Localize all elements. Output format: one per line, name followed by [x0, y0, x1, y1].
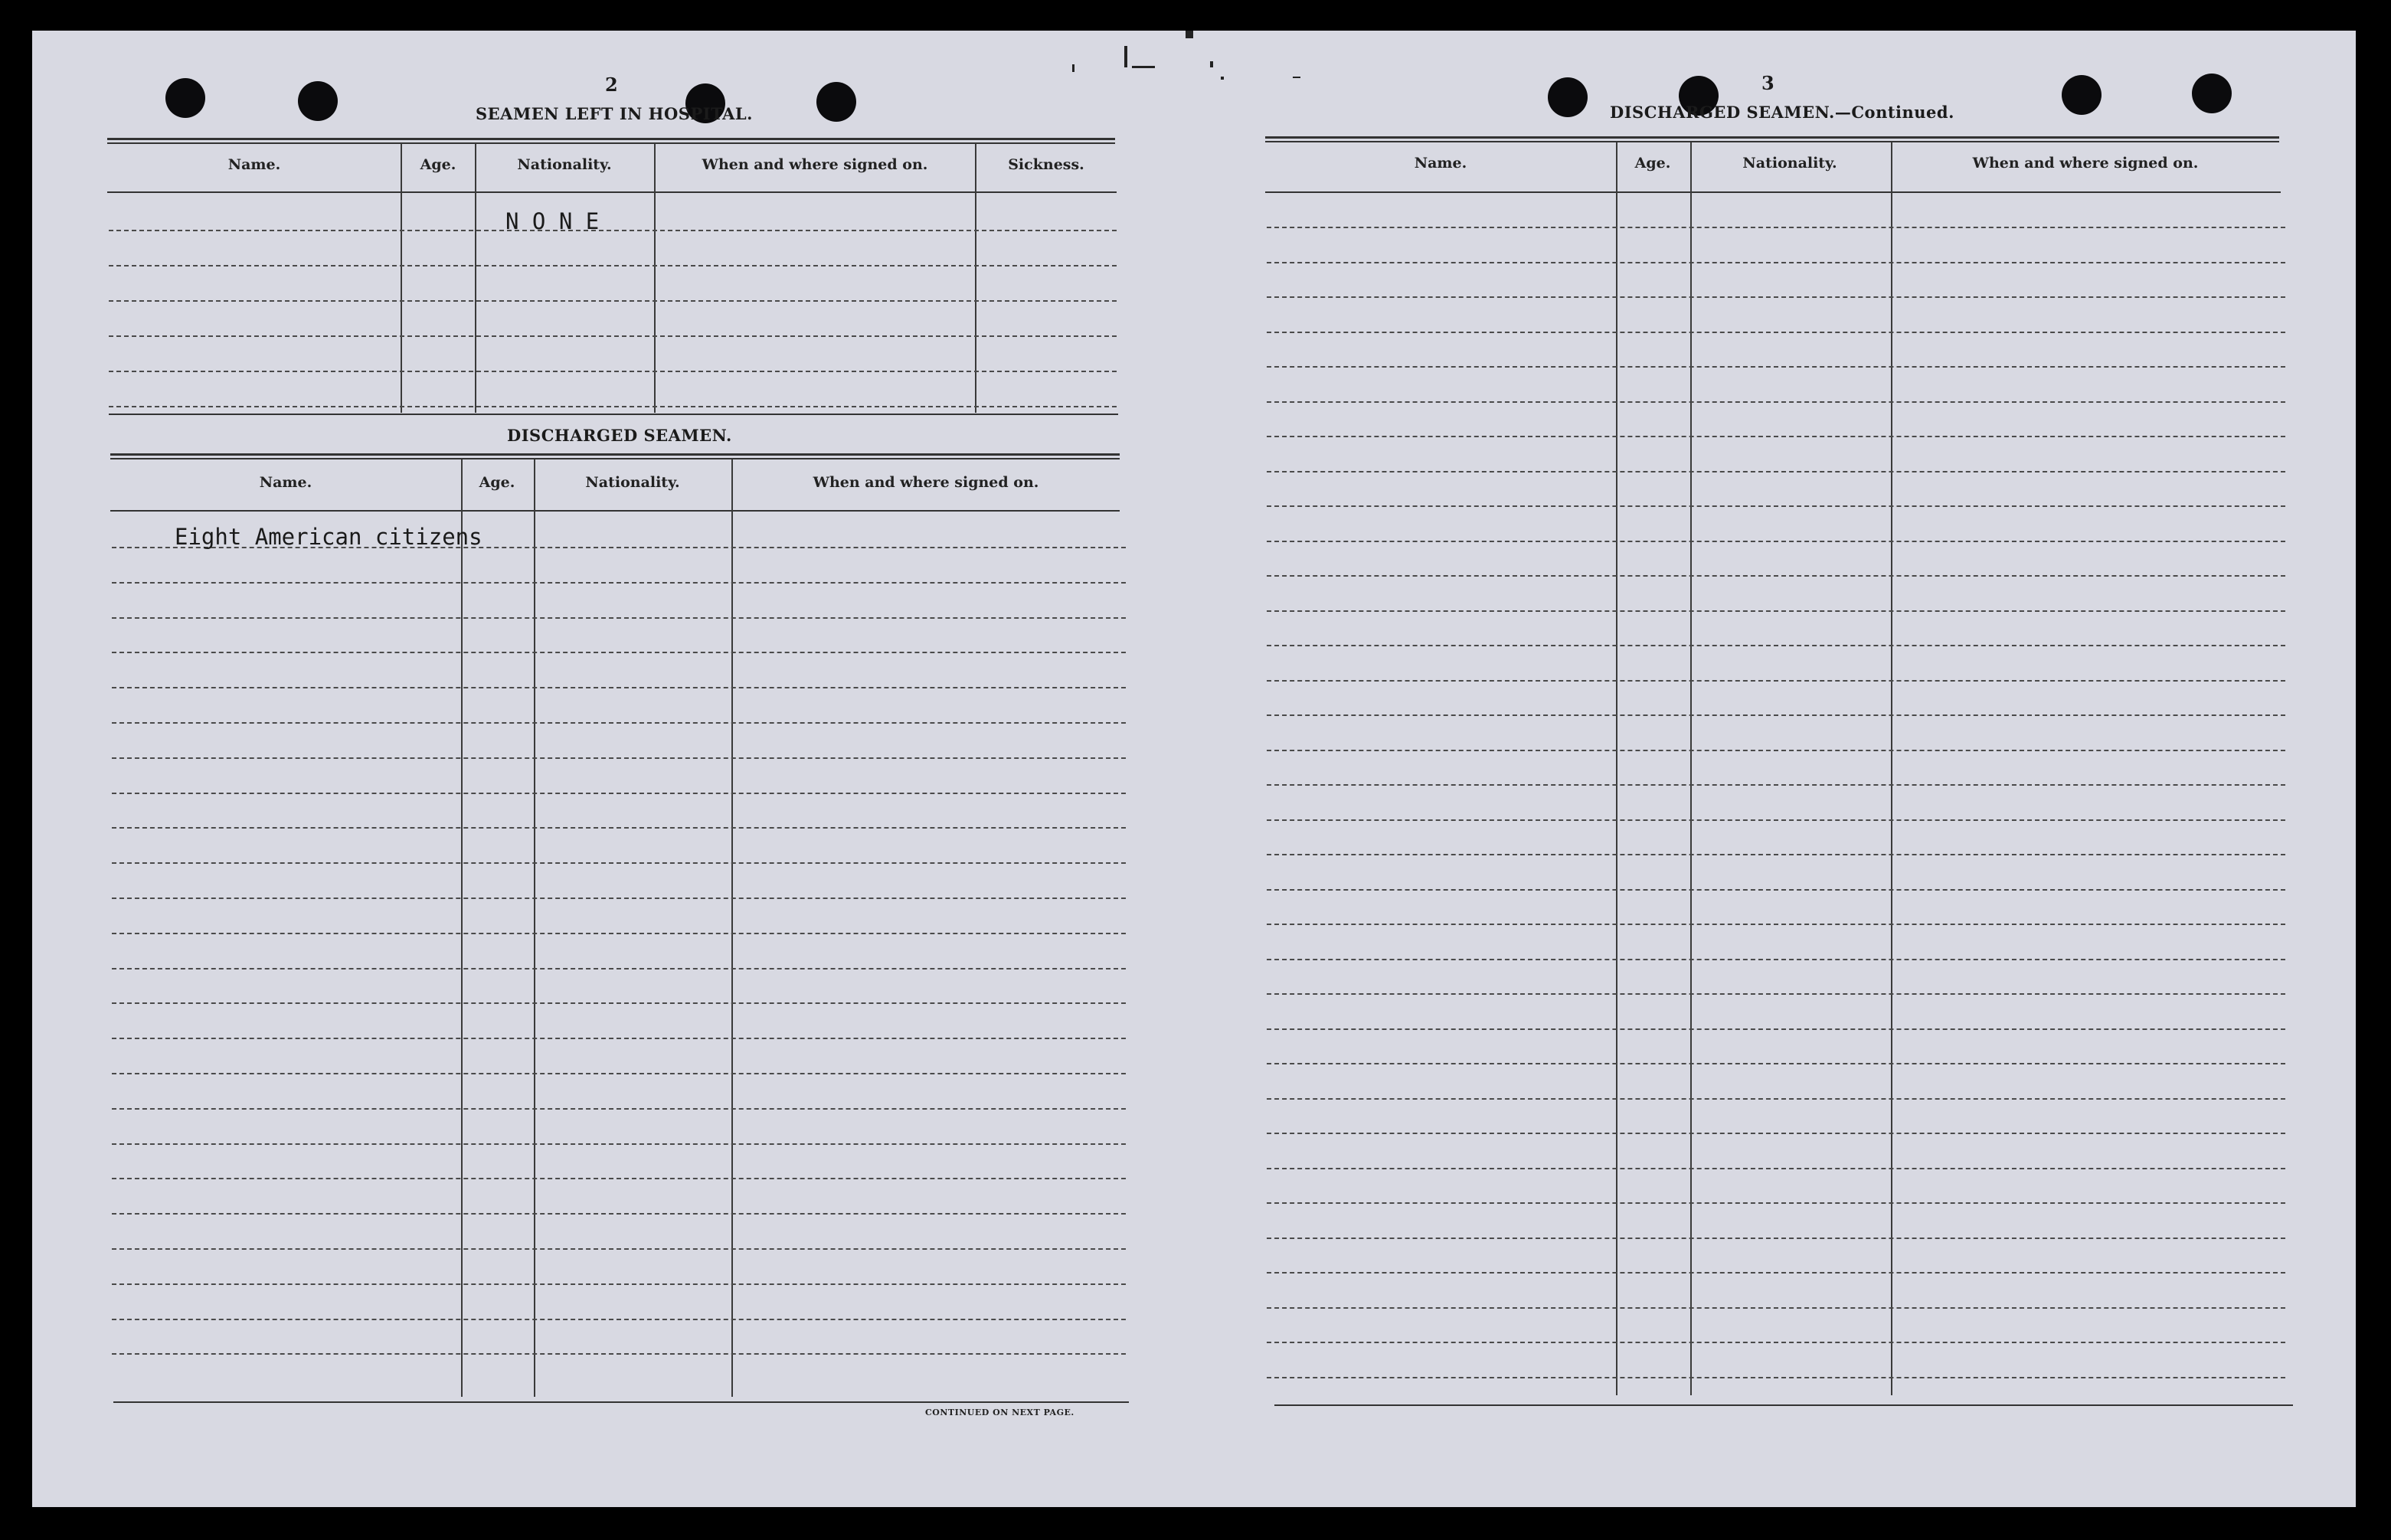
column-divider [475, 143, 476, 413]
column-divider [654, 143, 656, 413]
rule [1265, 136, 2279, 139]
column-divider [1891, 142, 1892, 1395]
entry-line [1267, 505, 2285, 507]
entry-line [112, 827, 1126, 829]
column-header-name: Name. [1414, 155, 1467, 172]
column-header-signed-on: When and where signed on. [702, 156, 928, 173]
entry-line [112, 617, 1126, 619]
entry-line [112, 898, 1126, 899]
entry-line [112, 1002, 1126, 1004]
entry-line [112, 722, 1126, 724]
binding-mark [1221, 77, 1224, 80]
entry-line [109, 406, 1117, 407]
entry-line [112, 1319, 1126, 1320]
column-header-nationality: Nationality. [585, 474, 680, 491]
entry-line [1267, 854, 2285, 855]
entry-line [112, 1248, 1126, 1250]
entry-line [1267, 714, 2285, 716]
column-divider [1690, 142, 1692, 1395]
column-header-nationality: Nationality. [1742, 155, 1837, 172]
discharged-section-title: DISCHARGED SEAMEN. [507, 426, 732, 445]
entry-line [1267, 680, 2285, 682]
entry-line [112, 687, 1126, 688]
punch-hole [2062, 75, 2102, 115]
binding-mark [1293, 77, 1300, 78]
rule [1265, 191, 2281, 193]
column-header-age: Age. [1634, 155, 1671, 172]
hospital-section-title: SEAMEN LEFT IN HOSPITAL. [476, 104, 753, 123]
entry-line [1267, 889, 2285, 891]
entry-line [1267, 819, 2285, 821]
entry-line [1267, 1202, 2285, 1204]
binding-mark [1132, 66, 1155, 68]
entry-line [109, 265, 1117, 266]
entry-line [1267, 1063, 2285, 1064]
entry-line [112, 1073, 1126, 1074]
binding-mark [1210, 61, 1213, 67]
entry-line [1267, 1028, 2285, 1030]
entry-line [1267, 436, 2285, 437]
entry-line [112, 757, 1126, 759]
entry-line [109, 230, 1117, 231]
entry-line [1267, 541, 2285, 542]
rule [109, 414, 1118, 415]
discharged-entry: Eight American citizens [175, 524, 482, 550]
entry-line [1267, 575, 2285, 577]
rule [107, 142, 1115, 144]
column-header-nationality: Nationality. [517, 156, 612, 173]
entry-line [1267, 296, 2285, 298]
entry-line [1267, 366, 2285, 368]
entry-line [1267, 610, 2285, 612]
column-header-age: Age. [479, 474, 515, 491]
entry-line [112, 1143, 1126, 1145]
rule [110, 453, 1120, 456]
entry-line [112, 1178, 1126, 1179]
column-divider [461, 459, 463, 1397]
punch-hole [1548, 77, 1588, 117]
entry-line [112, 1353, 1126, 1355]
rule [107, 191, 1117, 193]
punch-hole [816, 82, 856, 122]
column-header-name: Name. [259, 474, 312, 491]
entry-line [1267, 471, 2285, 472]
entry-line [112, 968, 1126, 969]
entry-line [1267, 1307, 2285, 1309]
column-header-sickness: Sickness. [1008, 156, 1084, 173]
entry-line [1267, 227, 2285, 228]
column-divider [1616, 142, 1617, 1395]
hospital-entry: N O N E [505, 208, 600, 234]
entry-line [112, 1108, 1126, 1110]
entry-line [112, 933, 1126, 934]
entry-line [1267, 924, 2285, 925]
column-header-name: Name. [227, 156, 281, 173]
entry-line [1267, 1168, 2285, 1169]
entry-line [1267, 1272, 2285, 1274]
entry-line [109, 371, 1117, 372]
entry-line [112, 582, 1126, 584]
page-number: 2 [605, 74, 618, 96]
entry-line [1267, 1133, 2285, 1134]
column-divider [731, 459, 733, 1397]
column-header-signed-on: When and where signed on. [1972, 155, 2199, 172]
entry-line [112, 862, 1126, 864]
entry-line [1267, 959, 2285, 960]
binding-mark [1124, 46, 1127, 67]
column-divider [975, 143, 976, 413]
binding-mark [1072, 64, 1074, 72]
column-divider [401, 143, 402, 413]
entry-line [1267, 1098, 2285, 1100]
rule [113, 1401, 1129, 1403]
entry-line [112, 652, 1126, 653]
entry-line [112, 793, 1126, 794]
rule [110, 510, 1120, 512]
entry-line [1267, 332, 2285, 333]
document-sheet [32, 31, 2356, 1507]
entry-line [1267, 645, 2285, 646]
entry-line [1267, 401, 2285, 403]
punch-hole [2192, 74, 2232, 113]
column-header-age: Age. [420, 156, 456, 173]
continued-note: CONTINUED ON NEXT PAGE. [925, 1408, 1074, 1417]
entry-line [1267, 262, 2285, 263]
entry-line [112, 1213, 1126, 1215]
column-divider [534, 459, 535, 1397]
entry-line [112, 1038, 1126, 1039]
entry-line [1267, 993, 2285, 995]
entry-line [1267, 784, 2285, 786]
entry-line [1267, 1377, 2285, 1378]
entry-line [1267, 1342, 2285, 1343]
punch-hole [165, 78, 205, 118]
entry-line [1267, 750, 2285, 751]
rule [110, 458, 1120, 459]
entry-line [109, 300, 1117, 302]
continued-section-title: DISCHARGED SEAMEN.—Continued. [1610, 103, 1954, 122]
punch-hole [298, 81, 338, 121]
rule [1265, 141, 2279, 142]
page-number: 3 [1761, 72, 1774, 94]
rule [107, 138, 1115, 140]
entry-line [109, 335, 1117, 337]
rule [1274, 1404, 2293, 1406]
entry-line [112, 1283, 1126, 1285]
binding-mark [1186, 31, 1193, 38]
entry-line [1267, 1238, 2285, 1239]
column-header-signed-on: When and where signed on. [813, 474, 1039, 491]
